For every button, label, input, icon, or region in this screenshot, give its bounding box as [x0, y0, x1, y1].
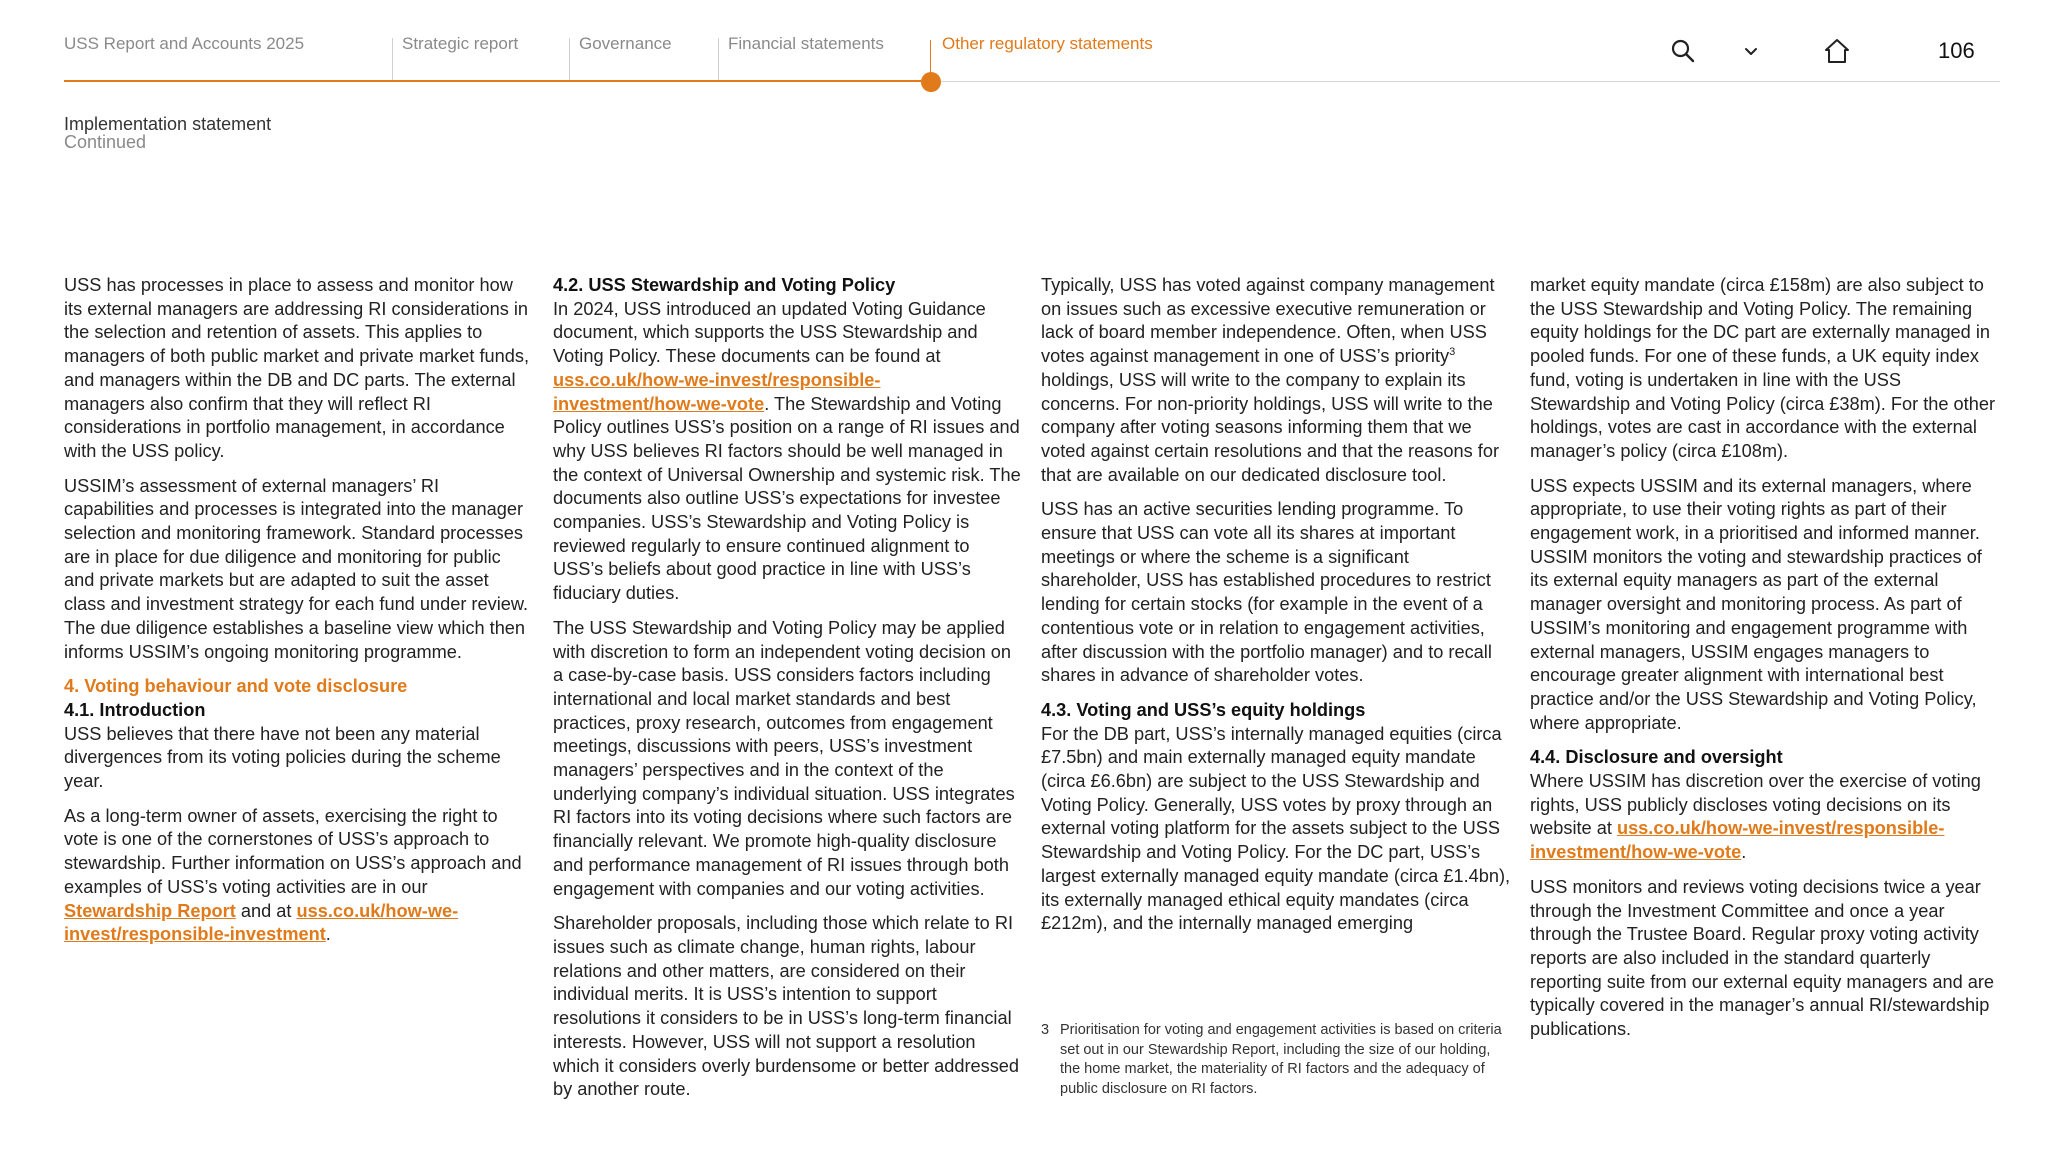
paragraph: USS has an active securities lending programme. To ensure that USS can vote all its shares at important meetings or where the scheme is a significant shareholder, USS has established procedures to restrict lending for certain stocks (for example in the event of a contentious vote or in relation to engagement activities, after discussion with the portfolio manager) and to recall shares in advance of shareholder votes. [1041, 499, 1492, 686]
paragraph-text: Typically, USS has voted against company management on issues such as excessive executive remuneration or lack of board member independence. Often, when USS votes against management in one of USS’s priority [1041, 275, 1495, 367]
search-button[interactable] [1668, 36, 1698, 66]
column-3 [1041, 274, 1511, 947]
stewardship-report-link[interactable]: Stewardship Report [64, 900, 236, 921]
paragraph [1041, 274, 1511, 487]
paragraph [64, 805, 534, 947]
subsection-heading: 4.3. Voting and USS’s equity holdings [1041, 699, 1366, 720]
home-button[interactable] [1822, 36, 1852, 66]
chevron-down-icon [1743, 43, 1759, 59]
footnote-reference[interactable]: 3 [1449, 346, 1456, 359]
how-we-vote-link[interactable]: uss.co.uk/how-we-invest/responsible-investment/how-we-vote [1530, 818, 1945, 863]
nav-divider [569, 38, 570, 80]
paragraph: USS expects USSIM and its external managers, where appropriate, to use their voting rights as part of their engagement work, in a prioritised and informed manner. USSIM monitors the voting and stewardship practices of its external equity managers as part of the external manager oversight and monitoring process. As part of USSIM’s monitoring and engagement programme with external managers, USSIM engages managers to encourage greater alignment with international best practice and/or the USS Stewardship and Voting Policy, where appropriate. [1530, 475, 1982, 733]
paragraph-text: . The Stewardship and Voting Policy outlines USS’s position on a range of RI issues and why USS believes RI factors should be well managed in the context of Universal Ownership and systemic risk. The documents also outline USS’s expectations for investee companies. USS’s Stewardship and Voting Policy is reviewed regularly to ensure continued alignment to USS’s beliefs about good practice in line with USS’s fiduciary duties. [553, 393, 1021, 604]
paragraph: market equity mandate (circa £158m) are also subject to the USS Stewardship and Voting Policy. The remaining equity holdings for the DC part are externally managed in pooled funds. For one of these funds, a UK equity index fund, voting is undertaken in line with the USS Stewardship and Voting Policy (circa £38m). For the other holdings, votes are cast in accordance with the external manager’s policy (circa £108m). [1530, 275, 1996, 461]
paragraph: Shareholder proposals, including those which relate to RI issues such as climate change, human rights, labour relations and other matters, are considered on their individual merits. It is USS’s intention to support resolutions it considers to be in USS’s long-term financial interests. However, USS will not support a resolution which it considers overly burdensome or better addressed by another route. [553, 913, 1020, 1100]
nav-divider [392, 38, 393, 80]
subsection-heading: 4.2. USS Stewardship and Voting Policy [553, 275, 896, 295]
paragraph: The USS Stewardship and Voting Policy may be applied with discretion to form an independent voting decision on a case-by-case basis. USS considers factors including international and local market standards and best practices, proxy research, outcomes from engagement meetings, discussions with peers, USS’s investment managers’ perspectives and in the context of the underlying company’s individual situation. USS integrates RI factors into its voting decisions where such factors are financially relevant. We promote high-quality disclosure and performance management of RI issues through both engagement with companies and our voting activities. [553, 617, 1015, 899]
paragraph-text: . [325, 924, 331, 945]
paragraph-text: Where USSIM has discretion over the exercise of voting rights, USS publicly discloses voting decisions on its website at [1530, 771, 1981, 839]
subsection-heading: 4.4. Disclosure and oversight [1530, 747, 1783, 768]
paragraph-text: . [1741, 842, 1747, 863]
section-subtitle: Continued [64, 132, 147, 152]
paragraph-text: holdings, USS will write to the company to explain its concerns. For non-priority holdings, USS will write to the company after voting seasons informing them that we voted against certain resolutions and that the reasons for that are available on our dedicated disclosure tool. [1041, 369, 1499, 485]
nav-divider [718, 38, 719, 80]
section-title: Implementation statement [64, 114, 272, 134]
page-number: 106 [1938, 38, 1975, 63]
paragraph-text: In 2024, USS introduced an updated Voting Guidance document, which supports the USS Stewardship and Voting Policy. These documents can be found at [553, 298, 986, 367]
footnote [1041, 1021, 1511, 1099]
responsible-investment-link[interactable]: uss.co.uk/how-we-invest/responsible-investment [64, 900, 459, 945]
how-we-vote-link[interactable]: uss.co.uk/how-we-invest/responsible-investment/how-we-vote [553, 369, 881, 414]
paragraph: USS has processes in place to assess and monitor how its external managers are addressing RI considerations in the selection and retention of assets. This applies to managers of both public market and private market funds, and managers within the DB and DC parts. The external managers also confirm that they will reflect RI considerations in portfolio management, in accordance with the USS policy. [64, 275, 530, 461]
column-2 [553, 274, 1023, 1113]
nav-other-regulatory-statements[interactable]: Other regulatory statements [942, 34, 1153, 53]
search-icon [1670, 38, 1696, 64]
home-icon [1823, 37, 1851, 65]
menu-dropdown-button[interactable] [1736, 36, 1766, 66]
nav-report-title[interactable]: USS Report and Accounts 2025 [64, 34, 305, 53]
footnote-number: 3 [1041, 1022, 1050, 1038]
paragraph: USS believes that there have not been any material divergences from its voting policies during the scheme year. [64, 723, 501, 792]
subsection-heading: 4.1. Introduction [64, 699, 206, 720]
top-navigation [64, 34, 2000, 94]
nav-progress-rule [64, 80, 932, 82]
column-4 [1530, 274, 2000, 1053]
nav-governance[interactable]: Governance [579, 34, 672, 53]
nav-active-marker-line [930, 40, 931, 74]
paragraph [1530, 770, 2000, 865]
section-heading: 4. Voting behaviour and vote disclosure [64, 676, 408, 697]
footnote-text: Prioritisation for voting and engagement activities is based on criteria set out in our Stewardship Report, including the size of our holding, the home market, the materiality of RI factors and the adequacy of public disclosure on RI factors. [1060, 1022, 1502, 1097]
nav-active-marker [921, 72, 941, 92]
paragraph: USSIM’s assessment of external managers’ RI capabilities and processes is integrated into the manager selection and monitoring framework. Standard processes are in place for due diligence and monitoring for public and private markets but are adapted to suit the asset class and investment strategy for each fund under review. The due diligence establishes a baseline view which then informs USSIM’s ongoing monitoring programme. [64, 475, 529, 662]
nav-strategic-report[interactable]: Strategic report [402, 34, 519, 53]
column-1 [64, 274, 534, 958]
paragraph-text: and at [235, 900, 297, 921]
paragraph: For the DB part, USS’s internally managed equities (circa £7.5bn) and main externally managed equity mandate (circa £6.6bn) are subject to the USS Stewardship and Voting Policy. Generally, USS votes by proxy through an external voting platform for the assets subject to the USS Stewardship and Voting Policy. For the DC part, USS’s largest externally managed equity mandate (circa £1.4bn), its externally managed ethical equity mandates (circa £212m), and the internally managed emerging [1041, 723, 1511, 934]
nav-financial-statements[interactable]: Financial statements [728, 34, 884, 53]
paragraph [553, 298, 1023, 606]
paragraph: USS monitors and reviews voting decisions twice a year through the Investment Committee and once a year through the Trustee Board. Regular proxy voting activity reports are also included in the standard quarterly reporting suite from our external equity managers and are typically covered in the manager’s annual RI/stewardship publications. [1530, 876, 1995, 1040]
paragraph-text: As a long-term owner of assets, exercising the right to vote is one of the cornerstones of USS’s approach to stewardship. Further information on USS’s approach and examples of USS’s voting activities are in our [64, 805, 522, 897]
